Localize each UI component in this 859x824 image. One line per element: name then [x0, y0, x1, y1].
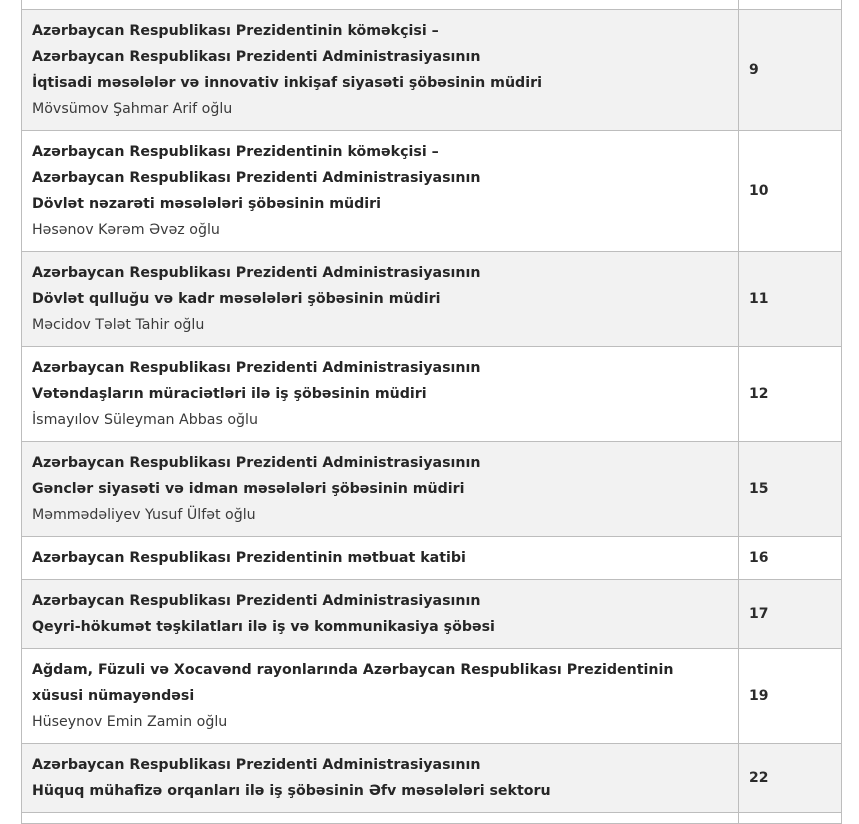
table-row-stub-bottom	[22, 813, 842, 824]
position-title-line: Azərbaycan Respublikası Prezidenti Administrasiyasının	[32, 455, 481, 471]
room-number-cell: 11	[739, 252, 842, 347]
positions-table-container	[21, 0, 841, 824]
table-row	[22, 347, 842, 442]
positions-table-body	[22, 0, 842, 824]
position-description-cell	[22, 10, 739, 131]
position-title-line: Dövlət qulluğu və kadr məsələləri şöbəsinin müdiri	[32, 291, 441, 307]
position-title-line: Azərbaycan Respublikası Prezidenti Administrasiyasının	[32, 170, 481, 186]
person-name: Həsənov Kərəm Əvəz oğlu	[32, 222, 220, 238]
table-cell-stub	[22, 813, 739, 824]
position-title-line: Azərbaycan Respublikası Prezidenti Administrasiyasının	[32, 265, 481, 281]
position-title-line: Hüquq mühafizə orqanları ilə iş şöbəsinin Əfv məsələləri sektoru	[32, 783, 551, 799]
person-name: Məmmədəliyev Yusuf Ülfət oğlu	[32, 507, 256, 523]
position-title-line: Dövlət nəzarəti məsələləri şöbəsinin müdiri	[32, 196, 382, 212]
position-description-cell	[22, 649, 739, 744]
table-row	[22, 252, 842, 347]
position-title-line: xüsusi nümayəndəsi	[32, 688, 195, 704]
position-title-line: Azərbaycan Respublikası Prezidenti Administrasiyasının	[32, 49, 481, 65]
position-description-cell	[22, 744, 739, 813]
table-cell-stub	[22, 0, 739, 10]
table-row	[22, 580, 842, 649]
person-name: Mövsümov Şahmar Arif oğlu	[32, 101, 233, 117]
position-title-line: Azərbaycan Respublikası Prezidentinin mətbuat katibi	[32, 550, 466, 566]
person-name: İsmayılov Süleyman Abbas oğlu	[32, 412, 258, 428]
position-title-line: Azərbaycan Respublikası Prezidentinin köməkçisi –	[32, 23, 439, 39]
table-row	[22, 131, 842, 252]
table-cell-stub	[739, 813, 842, 824]
room-number-cell: 17	[739, 580, 842, 649]
position-title-line: İqtisadi məsələlər və innovativ inkişaf siyasəti şöbəsinin müdiri	[32, 75, 542, 91]
position-description-cell	[22, 252, 739, 347]
position-title-line: Azərbaycan Respublikası Prezidentinin köməkçisi –	[32, 144, 439, 160]
table-row-stub-top	[22, 0, 842, 10]
room-number-cell: 16	[739, 537, 842, 580]
person-name: Məcidov Tələt Tahir oğlu	[32, 317, 205, 333]
room-number-cell: 12	[739, 347, 842, 442]
position-title-line: Gənclər siyasəti və idman məsələləri şöbəsinin müdiri	[32, 481, 465, 497]
position-title-line: Azərbaycan Respublikası Prezidenti Administrasiyasının	[32, 593, 481, 609]
room-number-cell: 22	[739, 744, 842, 813]
position-description-cell	[22, 537, 739, 580]
room-number-cell: 19	[739, 649, 842, 744]
table-cell-stub	[739, 0, 842, 10]
position-title-line: Vətəndaşların müraciətləri ilə iş şöbəsinin müdiri	[32, 386, 427, 402]
positions-table	[21, 0, 842, 824]
position-title-line: Azərbaycan Respublikası Prezidenti Administrasiyasının	[32, 757, 481, 773]
room-number-cell: 10	[739, 131, 842, 252]
table-row	[22, 537, 842, 580]
position-description-cell	[22, 131, 739, 252]
position-title-line: Azərbaycan Respublikası Prezidenti Administrasiyasının	[32, 360, 481, 376]
position-title-line: Ağdam, Füzuli və Xocavənd rayonlarında Azərbaycan Respublikası Prezidentinin	[32, 662, 674, 678]
position-title-line: Qeyri-hökumət təşkilatları ilə iş və kommunikasiya şöbəsi	[32, 619, 495, 635]
position-description-cell	[22, 580, 739, 649]
table-row	[22, 649, 842, 744]
table-row	[22, 10, 842, 131]
room-number-cell: 15	[739, 442, 842, 537]
table-row	[22, 442, 842, 537]
position-description-cell	[22, 442, 739, 537]
room-number-cell: 9	[739, 10, 842, 131]
person-name: Hüseynov Emin Zamin oğlu	[32, 714, 228, 730]
position-description-cell	[22, 347, 739, 442]
table-row	[22, 744, 842, 813]
